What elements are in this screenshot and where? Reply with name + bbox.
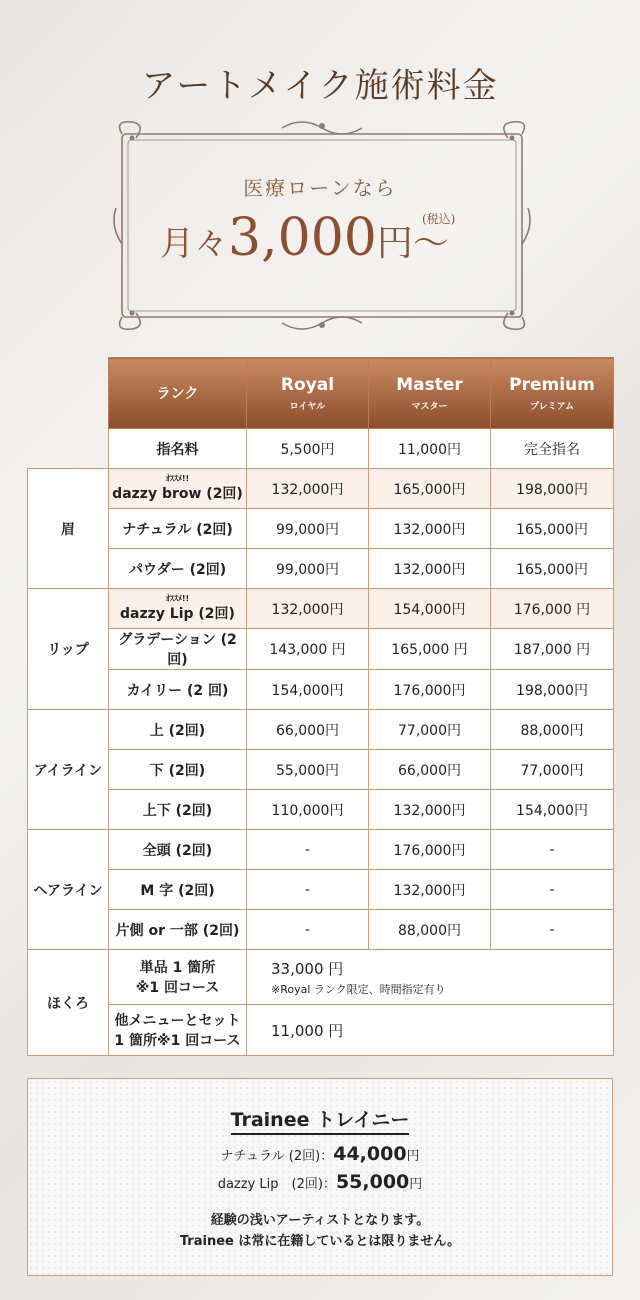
monthly-amount: 3,000 xyxy=(228,208,377,268)
price-cell: 99,000円 xyxy=(247,509,369,549)
price-cell: 165,000円 xyxy=(491,549,614,589)
monthly-yen: 円 xyxy=(376,223,413,264)
nomination-label: 指名料 xyxy=(109,429,247,469)
monthly-prefix: 月々 xyxy=(160,224,228,264)
trainee-title: Trainee トレイニー xyxy=(28,1105,612,1132)
price-cell: 187,000 円 xyxy=(491,629,614,670)
trainee-note-1: 経験の浅いアーティストとなります。 xyxy=(210,1213,430,1228)
price-cell: 66,000円 xyxy=(369,750,491,790)
table-row xyxy=(28,549,614,589)
mole-single-price: 33,000 円 ※Royal ランク限定、時間指定有り xyxy=(247,950,614,1005)
price-cell: 176,000円 xyxy=(369,670,491,710)
loan-subtitle: 医療ローンなら xyxy=(243,176,397,200)
price-cell: 88,000円 xyxy=(491,710,614,750)
item-cell: ｵｽｽﾒ!! dazzy Lip (2回) xyxy=(109,589,247,629)
category-eyeline: アイライン xyxy=(28,710,109,830)
item-cell: ｵｽｽﾒ!! dazzy brow (2回) xyxy=(109,469,247,509)
trainee-row-lip: dazzy Lip (2回)：55,000円 xyxy=(217,1171,423,1193)
recommend-badge: ｵｽｽﾒ!! xyxy=(165,594,190,603)
page-title: アートメイク施術料金 xyxy=(141,66,499,106)
trainee-row-natural: ナチュラル (2回)：44,000円 xyxy=(220,1143,420,1165)
table-row xyxy=(28,429,614,469)
price-cell: - xyxy=(247,870,369,910)
price-cell: - xyxy=(491,910,614,950)
price-cell: - xyxy=(247,830,369,870)
table-row xyxy=(28,790,614,830)
price-table xyxy=(27,357,614,1056)
price-cell: - xyxy=(247,910,369,950)
trainee-box xyxy=(27,1078,613,1276)
monthly-tilde: 〜 xyxy=(412,223,449,264)
item-cell: カイリー (2 回) xyxy=(109,670,247,710)
price-cell: 132,000円 xyxy=(369,549,491,589)
price-cell: 176,000 円 xyxy=(491,589,614,629)
price-cell: 110,000円 xyxy=(247,790,369,830)
category-mole: ほくろ xyxy=(28,950,109,1056)
price-cell: 165,000円 xyxy=(491,509,614,549)
item-cell: 下 (2回) xyxy=(109,750,247,790)
price-cell: 132,000円 xyxy=(369,870,491,910)
item-cell: 片側 or 一部 (2回) xyxy=(109,910,247,950)
category-lip: リップ xyxy=(28,589,109,710)
price-cell: 165,000円 xyxy=(369,469,491,509)
table-row xyxy=(28,1005,614,1056)
price-cell: 88,000円 xyxy=(369,910,491,950)
mole-single-label: 単品 1 箇所 ※1 回コース xyxy=(109,950,247,1005)
price-cell: - xyxy=(491,870,614,910)
price-cell: 154,000円 xyxy=(247,670,369,710)
price-cell: 55,000円 xyxy=(247,750,369,790)
table-row xyxy=(28,830,614,870)
table-row xyxy=(28,629,614,670)
table-row xyxy=(28,710,614,750)
mole-set-label: 他メニューとセット 1 箇所※1 回コース xyxy=(109,1005,247,1056)
price-cell: 132,000円 xyxy=(247,469,369,509)
table-row xyxy=(28,870,614,910)
table-header-row xyxy=(28,358,614,429)
table-row xyxy=(28,509,614,549)
price-cell: - xyxy=(491,830,614,870)
nomination-premium: 完全指名 xyxy=(491,429,614,469)
price-cell: 198,000円 xyxy=(491,670,614,710)
trainee-note-2: Trainee は常に在籍しているとは限りません。 xyxy=(179,1234,461,1249)
monthly-price xyxy=(160,208,456,268)
price-cell: 132,000円 xyxy=(247,589,369,629)
price-cell: 132,000円 xyxy=(369,509,491,549)
item-cell: 上 (2回) xyxy=(109,710,247,750)
mole-single-note: ※Royal ランク限定、時間指定有り xyxy=(271,982,446,996)
table-row xyxy=(28,670,614,710)
price-cell: 154,000円 xyxy=(369,589,491,629)
tax-note: (税込) xyxy=(422,212,456,226)
item-cell: 全頭 (2回) xyxy=(109,830,247,870)
table-row xyxy=(28,589,614,629)
nomination-royal: 5,500円 xyxy=(247,429,369,469)
category-hairline: ヘアライン xyxy=(28,830,109,950)
header-rank: ランク xyxy=(109,358,247,429)
recommend-badge: ｵｽｽﾒ!! xyxy=(165,474,190,483)
price-cell: 99,000円 xyxy=(247,549,369,589)
nomination-master: 11,000円 xyxy=(369,429,491,469)
price-cell: 154,000円 xyxy=(491,790,614,830)
price-cell: 66,000円 xyxy=(247,710,369,750)
table-row xyxy=(28,950,614,1005)
price-cell: 143,000 円 xyxy=(247,629,369,670)
table-row xyxy=(28,469,614,509)
item-cell: パウダー (2回) xyxy=(109,549,247,589)
header-premium: Premium プレミアム xyxy=(491,358,614,429)
item-cell: グラデーション (2回) xyxy=(109,629,247,670)
item-cell: ナチュラル (2回) xyxy=(109,509,247,549)
price-cell: 132,000円 xyxy=(369,790,491,830)
price-cell: 176,000円 xyxy=(369,830,491,870)
item-cell: 上下 (2回) xyxy=(109,790,247,830)
header-royal: Royal ロイヤル xyxy=(247,358,369,429)
table-row xyxy=(28,910,614,950)
item-cell: M 字 (2回) xyxy=(109,870,247,910)
price-cell: 198,000円 xyxy=(491,469,614,509)
mole-set-price: 11,000 円 xyxy=(247,1005,614,1056)
header-master: Master マスター xyxy=(369,358,491,429)
table-row xyxy=(28,750,614,790)
price-cell: 77,000円 xyxy=(369,710,491,750)
price-cell: 165,000 円 xyxy=(369,629,491,670)
category-brow: 眉 xyxy=(28,469,109,589)
price-cell: 77,000円 xyxy=(491,750,614,790)
